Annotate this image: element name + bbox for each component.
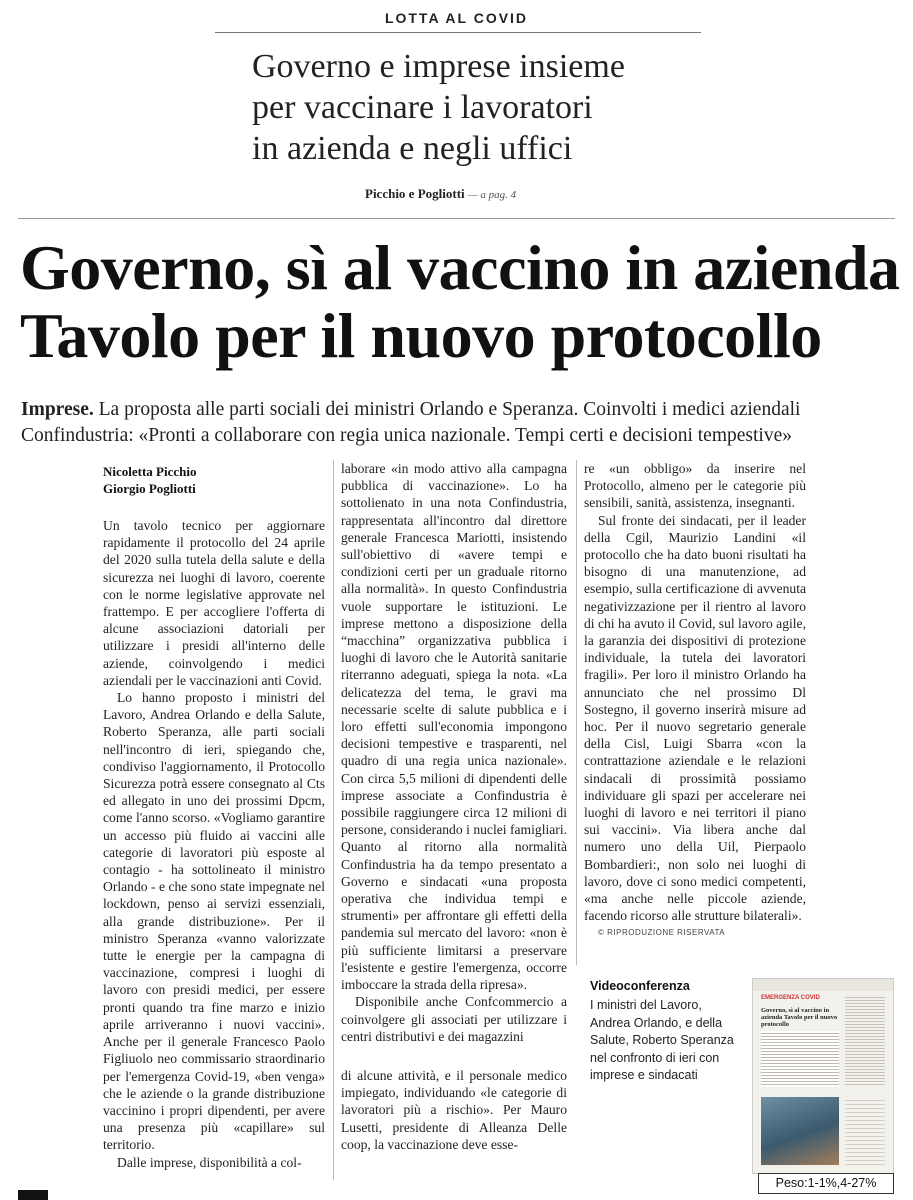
page-reference: — a pag. 4 xyxy=(467,189,517,201)
paragraph: Lo hanno proposto i ministri del Lavoro, Andrea Orlando e della Salute, Roberto Speranza, alle parti sociali nell'incontro di ieri, spiegando che, condiviso l'aggiornamento, il Protocollo Sicurezza potrà essere consegnato al Cts ed allegato in uno dei prossimi Dpcm, come l'anno scorso. «Vogliamo garantire un accesso più fluido ai vaccini alle categorie di lavoratori più esposte al contagio - ha sottolineato il ministro Orlando - e che sono state impegnate nel lockdown, penso ai servizi essenziali, alla grande distribuzione». Per il ministro Speranza «vanno valorizzate tutte le energie per la campagna di vaccinazione, compresi i luoghi di lavoro con presidi medici, per essere pronti quando tra fine marzo e inizio aprile arriveranno i nuovi vaccini». Anche per il generale Francesco Paolo Figliuolo neo commissario straordinario per l'emergenza Covid-19, «ben venga» che le aziende o la grande distribuzione vaccinino i propri dipendenti, per avere una presenza più «capillare» sul territorio. xyxy=(103,690,325,1153)
summary-text-1: La proposta alle parti sociali dei ministri Orlando e Speranza. Coinvolti i medici aziendali xyxy=(98,399,801,420)
thumbnail-section: EMERGENZA COVID xyxy=(761,995,820,1001)
secondary-headline-line: per vaccinare i lavoratori xyxy=(252,89,593,126)
paragraph: laborare «in modo attivo alla campagna pubblica di vaccinazione». Lo ha sottolienato in una nota Confindustria, rappresentata all'incontro dal direttore generale Francesca Mariotti, insistendo sull'obiettivo di «avere tempi e condizioni certi per un graduale ritorno alla normalità». In questo Confindustria vuole supportare le istituzioni. Le imprese mettono a disposizione della “macchina” organizzativa pubblica i luoghi di lavoro che le Autorità sanitarie riterranno adeguati, spiega la nota. «La delicatezza del tema, le gravi ma necessarie scelte di salute pubblica e i loro effetti sull'economia impongono decisioni tempestive e trasparenti, nel quadro di una regia unica nazionale». Con circa 5,5 milioni di dipendenti delle imprese associate a Confindustria è possibile raggiungere circa 12 milioni di persone, considerando i nuclei famigliari. Quanto al ritorno alla normalità Confindustria ha da tempo presentato a Governo e sindacati «una proposta operativa che individua tempi e strumenti» per affrontare gli effetti della pandemia sul mercato del lavoro: «non è più sufficiente limitarsi a preservare l'esistente e gestire l'emergenza, occorre imboccare la strada della ripresa». xyxy=(341,461,567,993)
summary-lead: Imprese. xyxy=(21,399,94,420)
summary-line-1 xyxy=(21,397,896,423)
column-divider xyxy=(576,460,577,965)
article-authors xyxy=(103,463,197,497)
main-headline-line: Governo, sì al vaccino in azienda xyxy=(20,232,900,303)
weight-label: Peso:1-1%,4-27% xyxy=(758,1173,894,1194)
thumbnail-headline: Governo, sì al vaccino in azienda Tavolo per il nuovo protocollo xyxy=(761,1007,838,1028)
secondary-headline-line: in azienda e negli uffici xyxy=(252,130,573,167)
paragraph: di alcune attività, e il personale medico impiegato, individuando «le categorie di lavoratori più a rischio». Per Mauro Lusetti, presidente di Alleanza Delle coop, la vaccinazione deve esse- xyxy=(341,1067,567,1152)
column-divider xyxy=(333,460,334,1180)
top-rule xyxy=(18,218,895,219)
thumbnail-ad-block xyxy=(845,1097,885,1165)
article-column-1 xyxy=(103,517,325,1171)
photo-caption: I ministri del Lavoro, Andrea Orlando, e della Salute, Roberto Speranza nel confronto di ieri con imprese e sindacati xyxy=(590,998,734,1083)
section-kicker: LOTTA AL COVID xyxy=(384,10,529,26)
author-name: Giorgio Pogliotti xyxy=(103,481,196,496)
page-thumbnail xyxy=(752,978,894,1174)
paragraph: re «un obbligo» da inserire nel Protocollo, almeno per le categorie più sensibili, sanità, assistenza, insegnanti. xyxy=(584,461,806,511)
summary-line-2: Confindustria: «Pronti a collaborare con regia unica nazionale. Tempi certi e decisioni tempestive» xyxy=(21,425,792,446)
column-gap xyxy=(341,1045,567,1067)
thumbnail-header-band xyxy=(753,979,893,991)
article-column-2 xyxy=(341,460,567,1153)
author-name: Nicoletta Picchio xyxy=(103,464,197,479)
copyright-notice: © RIPRODUZIONE RISERVATA xyxy=(598,928,726,938)
photo-caption-title: Videoconferenza xyxy=(590,979,690,993)
secondary-headline xyxy=(252,46,772,169)
paragraph: Dalle imprese, disponibilità a col- xyxy=(117,1154,302,1170)
corner-mark xyxy=(18,1190,48,1200)
thumbnail-text-block xyxy=(761,1031,839,1087)
main-headline-line: Tavolo per il nuovo protocollo xyxy=(20,300,822,371)
secondary-headline-line: Governo e imprese insieme xyxy=(252,48,625,85)
thumbnail-side-text xyxy=(845,995,885,1087)
article-column-3 xyxy=(584,460,806,942)
summary xyxy=(21,397,896,449)
kicker-rule xyxy=(215,32,701,33)
secondary-byline xyxy=(365,186,516,202)
main-headline xyxy=(20,234,900,370)
paragraph: Un tavolo tecnico per aggiornare rapidamente il protocollo del 24 aprile del 2020 sulla tutela della salute e della sicurezza nei luoghi di lavoro, coerente con le norme legislative approvate nel frattempo. E per accogliere l'offerta di alcune associazioni datoriali per utilizzare i presidi all'interno delle aziende, coinvolgendo i medici aziendali per le vaccinazioni anti Covid. xyxy=(103,518,325,688)
paragraph: Sul fronte dei sindacati, per il leader della Cgil, Maurizio Landini «il protocollo che ha dato buoni risultati ha bisogno di una manutenzione, ad esempio, sulla certificazione di avvenuta negativizzazione per il rientro al lavoro di chi ha avuto il Covid, sul lavoro agile, la garanzia dei dispositivi di protezione individuale, la tutela dei lavoratori fragili». Per loro il ministro Orlando ha annunciato che nel prossimo Dl Sostegno, il governo inserirà misure ad hoc. Per il nuovo segretario generale della Cisl, Luigi Sbarra «con la contrattazione aziendale e le relazioni sindacali di prossimità possiamo individuare gli spazi per accelerare nei luoghi di lavoro e nei territori il piano sui vaccini». Via libera anche dal numero uno della Uil, Pierpaolo Bombardieri:, non solo nei luoghi di lavoro, dove ci sono medici competenti, «ma anche nelle piccole aziende, facendo ricorso alle strutture bilaterali». xyxy=(584,512,806,924)
secondary-byline-authors: Picchio e Pogliotti xyxy=(365,186,465,201)
paragraph: Disponibile anche Confcommercio a coinvolgere gli associati per utilizzare i centri distributivi e dei magazzini xyxy=(341,994,567,1044)
thumbnail-photo xyxy=(761,1097,839,1165)
